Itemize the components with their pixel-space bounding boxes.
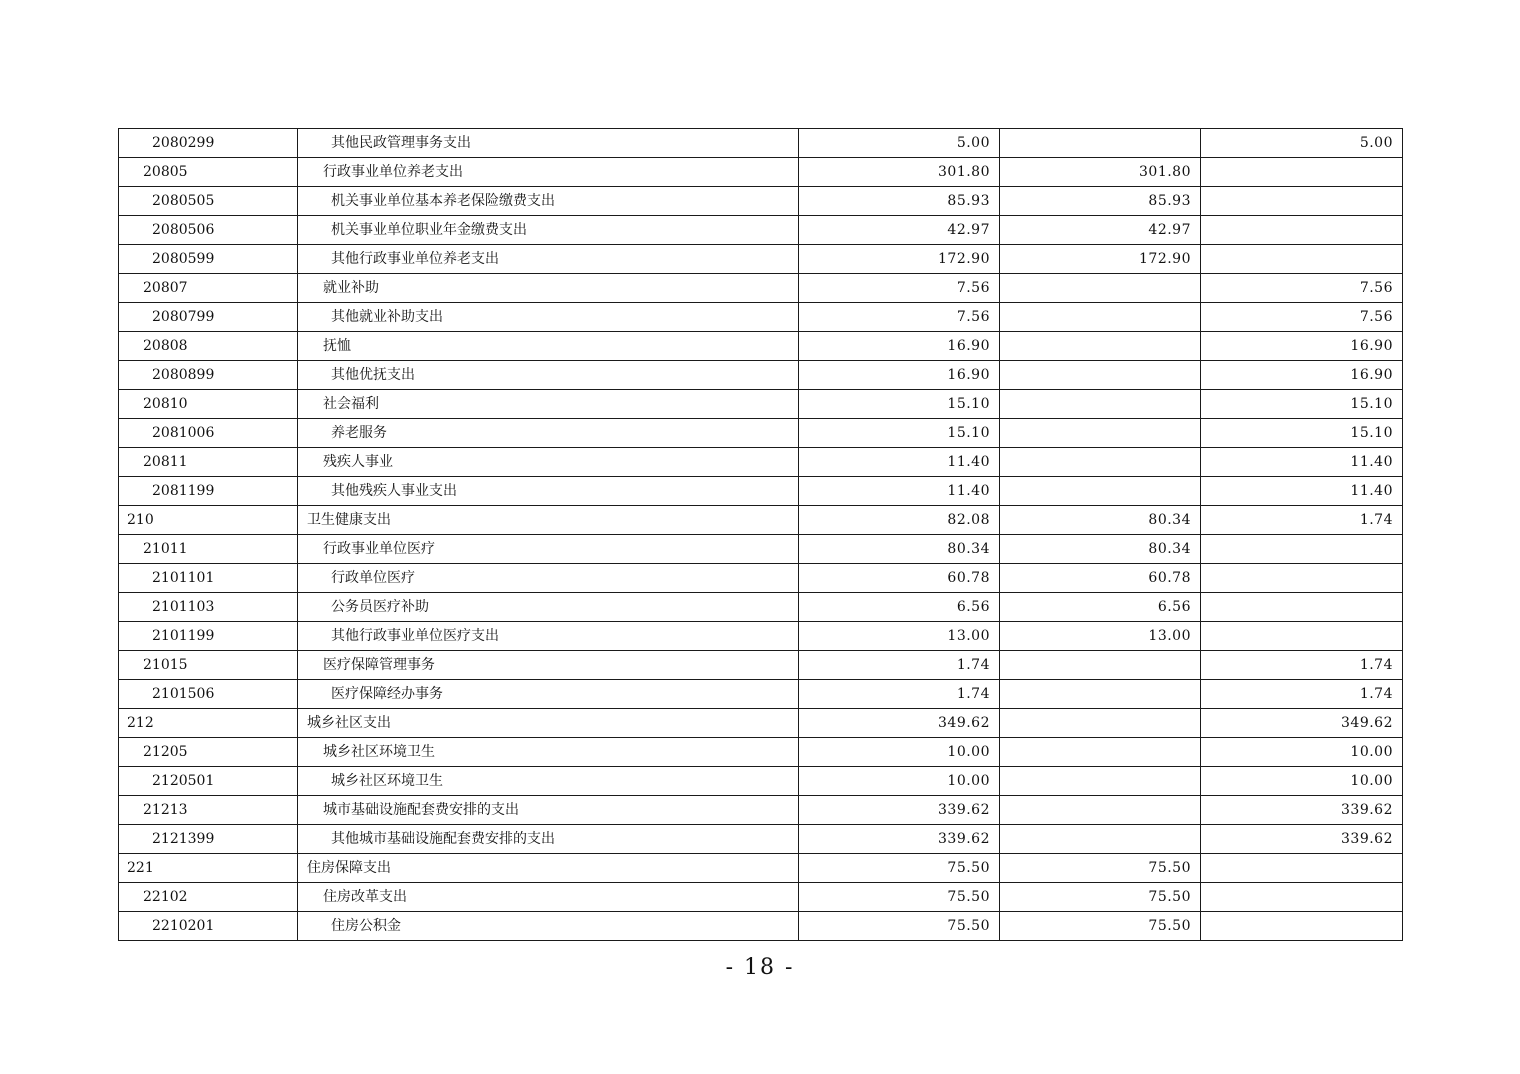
cell-project bbox=[1201, 622, 1403, 651]
cell-total: 75.50 bbox=[799, 912, 1000, 941]
cell-code: 21205 bbox=[119, 738, 298, 767]
cell-name: 机关事业单位职业年金缴费支出 bbox=[298, 216, 799, 245]
cell-total: 339.62 bbox=[799, 796, 1000, 825]
cell-total: 60.78 bbox=[799, 564, 1000, 593]
cell-code: 2080505 bbox=[119, 187, 298, 216]
cell-name: 住房改革支出 bbox=[298, 883, 799, 912]
cell-code: 212 bbox=[119, 709, 298, 738]
table-row bbox=[119, 680, 1403, 709]
cell-total: 75.50 bbox=[799, 883, 1000, 912]
cell-name: 城乡社区环境卫生 bbox=[298, 767, 799, 796]
cell-name: 其他就业补助支出 bbox=[298, 303, 799, 332]
table-row bbox=[119, 651, 1403, 680]
table-row bbox=[119, 709, 1403, 738]
page-number: - 18 - bbox=[725, 955, 795, 980]
cell-basic bbox=[1000, 419, 1201, 448]
cell-project: 11.40 bbox=[1201, 448, 1403, 477]
cell-total: 339.62 bbox=[799, 825, 1000, 854]
cell-total: 5.00 bbox=[799, 129, 1000, 158]
cell-code: 2101506 bbox=[119, 680, 298, 709]
table-row bbox=[119, 448, 1403, 477]
cell-code: 221 bbox=[119, 854, 298, 883]
cell-basic bbox=[1000, 390, 1201, 419]
cell-total: 6.56 bbox=[799, 593, 1000, 622]
cell-project: 10.00 bbox=[1201, 767, 1403, 796]
cell-total: 42.97 bbox=[799, 216, 1000, 245]
table-row bbox=[119, 129, 1403, 158]
cell-project bbox=[1201, 216, 1403, 245]
cell-total: 7.56 bbox=[799, 303, 1000, 332]
cell-project: 1.74 bbox=[1201, 680, 1403, 709]
cell-project: 15.10 bbox=[1201, 419, 1403, 448]
cell-basic: 80.34 bbox=[1000, 535, 1201, 564]
table-row bbox=[119, 158, 1403, 187]
table-row bbox=[119, 419, 1403, 448]
cell-name: 城市基础设施配套费安排的支出 bbox=[298, 796, 799, 825]
cell-project: 339.62 bbox=[1201, 796, 1403, 825]
table-row bbox=[119, 796, 1403, 825]
cell-code: 20807 bbox=[119, 274, 298, 303]
cell-project: 10.00 bbox=[1201, 738, 1403, 767]
cell-code: 2081006 bbox=[119, 419, 298, 448]
cell-name: 养老服务 bbox=[298, 419, 799, 448]
cell-basic bbox=[1000, 709, 1201, 738]
table-row bbox=[119, 767, 1403, 796]
cell-basic: 301.80 bbox=[1000, 158, 1201, 187]
cell-total: 11.40 bbox=[799, 448, 1000, 477]
cell-basic bbox=[1000, 767, 1201, 796]
cell-code: 2120501 bbox=[119, 767, 298, 796]
cell-code: 21213 bbox=[119, 796, 298, 825]
cell-project: 339.62 bbox=[1201, 825, 1403, 854]
cell-basic: 75.50 bbox=[1000, 854, 1201, 883]
cell-total: 10.00 bbox=[799, 738, 1000, 767]
cell-name: 其他行政事业单位养老支出 bbox=[298, 245, 799, 274]
cell-project: 1.74 bbox=[1201, 506, 1403, 535]
table-row bbox=[119, 361, 1403, 390]
cell-code: 210 bbox=[119, 506, 298, 535]
cell-code: 20808 bbox=[119, 332, 298, 361]
cell-name: 行政单位医疗 bbox=[298, 564, 799, 593]
cell-name: 医疗保障管理事务 bbox=[298, 651, 799, 680]
cell-code: 2080899 bbox=[119, 361, 298, 390]
cell-basic bbox=[1000, 361, 1201, 390]
cell-total: 1.74 bbox=[799, 680, 1000, 709]
table-row bbox=[119, 477, 1403, 506]
cell-name: 卫生健康支出 bbox=[298, 506, 799, 535]
cell-basic: 85.93 bbox=[1000, 187, 1201, 216]
cell-code: 2080299 bbox=[119, 129, 298, 158]
cell-total: 10.00 bbox=[799, 767, 1000, 796]
cell-basic bbox=[1000, 448, 1201, 477]
cell-code: 20810 bbox=[119, 390, 298, 419]
table-row bbox=[119, 912, 1403, 941]
cell-project: 11.40 bbox=[1201, 477, 1403, 506]
cell-name: 行政事业单位养老支出 bbox=[298, 158, 799, 187]
cell-basic bbox=[1000, 332, 1201, 361]
cell-total: 15.10 bbox=[799, 419, 1000, 448]
cell-basic bbox=[1000, 796, 1201, 825]
cell-project: 349.62 bbox=[1201, 709, 1403, 738]
cell-code: 22102 bbox=[119, 883, 298, 912]
cell-name: 其他残疾人事业支出 bbox=[298, 477, 799, 506]
cell-total: 15.10 bbox=[799, 390, 1000, 419]
cell-code: 20811 bbox=[119, 448, 298, 477]
cell-name: 机关事业单位基本养老保险缴费支出 bbox=[298, 187, 799, 216]
budget-table bbox=[118, 128, 1403, 941]
cell-project bbox=[1201, 854, 1403, 883]
cell-project: 5.00 bbox=[1201, 129, 1403, 158]
cell-name: 就业补助 bbox=[298, 274, 799, 303]
cell-code: 2080599 bbox=[119, 245, 298, 274]
cell-name: 其他行政事业单位医疗支出 bbox=[298, 622, 799, 651]
cell-project bbox=[1201, 883, 1403, 912]
cell-project bbox=[1201, 158, 1403, 187]
cell-code: 2080506 bbox=[119, 216, 298, 245]
table-row bbox=[119, 506, 1403, 535]
table-body bbox=[119, 129, 1403, 941]
cell-basic: 6.56 bbox=[1000, 593, 1201, 622]
cell-total: 82.08 bbox=[799, 506, 1000, 535]
cell-name: 医疗保障经办事务 bbox=[298, 680, 799, 709]
cell-total: 172.90 bbox=[799, 245, 1000, 274]
cell-project: 16.90 bbox=[1201, 332, 1403, 361]
cell-basic bbox=[1000, 738, 1201, 767]
cell-basic: 75.50 bbox=[1000, 912, 1201, 941]
table-row bbox=[119, 883, 1403, 912]
table-row bbox=[119, 825, 1403, 854]
table-row bbox=[119, 390, 1403, 419]
cell-name: 城乡社区环境卫生 bbox=[298, 738, 799, 767]
cell-total: 75.50 bbox=[799, 854, 1000, 883]
cell-project bbox=[1201, 187, 1403, 216]
cell-basic bbox=[1000, 274, 1201, 303]
cell-name: 其他民政管理事务支出 bbox=[298, 129, 799, 158]
cell-basic bbox=[1000, 129, 1201, 158]
table-row bbox=[119, 245, 1403, 274]
cell-total: 16.90 bbox=[799, 332, 1000, 361]
cell-total: 16.90 bbox=[799, 361, 1000, 390]
cell-total: 13.00 bbox=[799, 622, 1000, 651]
table-row bbox=[119, 535, 1403, 564]
cell-code: 20805 bbox=[119, 158, 298, 187]
cell-total: 85.93 bbox=[799, 187, 1000, 216]
table-row bbox=[119, 738, 1403, 767]
cell-name: 其他优抚支出 bbox=[298, 361, 799, 390]
cell-project: 7.56 bbox=[1201, 303, 1403, 332]
cell-project: 15.10 bbox=[1201, 390, 1403, 419]
cell-total: 301.80 bbox=[799, 158, 1000, 187]
cell-basic: 60.78 bbox=[1000, 564, 1201, 593]
cell-project bbox=[1201, 535, 1403, 564]
cell-project bbox=[1201, 245, 1403, 274]
cell-name: 社会福利 bbox=[298, 390, 799, 419]
cell-basic: 13.00 bbox=[1000, 622, 1201, 651]
cell-project bbox=[1201, 912, 1403, 941]
cell-name: 公务员医疗补助 bbox=[298, 593, 799, 622]
cell-total: 11.40 bbox=[799, 477, 1000, 506]
cell-name: 残疾人事业 bbox=[298, 448, 799, 477]
cell-code: 2080799 bbox=[119, 303, 298, 332]
cell-code: 2210201 bbox=[119, 912, 298, 941]
table-row bbox=[119, 216, 1403, 245]
cell-total: 1.74 bbox=[799, 651, 1000, 680]
cell-name: 住房公积金 bbox=[298, 912, 799, 941]
table-row bbox=[119, 854, 1403, 883]
cell-project: 7.56 bbox=[1201, 274, 1403, 303]
cell-name: 住房保障支出 bbox=[298, 854, 799, 883]
table-row bbox=[119, 303, 1403, 332]
cell-project bbox=[1201, 564, 1403, 593]
cell-name: 其他城市基础设施配套费安排的支出 bbox=[298, 825, 799, 854]
cell-basic: 80.34 bbox=[1000, 506, 1201, 535]
cell-code: 2101199 bbox=[119, 622, 298, 651]
cell-basic: 75.50 bbox=[1000, 883, 1201, 912]
cell-project bbox=[1201, 593, 1403, 622]
cell-code: 21015 bbox=[119, 651, 298, 680]
cell-name: 抚恤 bbox=[298, 332, 799, 361]
cell-name: 行政事业单位医疗 bbox=[298, 535, 799, 564]
cell-basic bbox=[1000, 651, 1201, 680]
cell-code: 2101101 bbox=[119, 564, 298, 593]
cell-total: 80.34 bbox=[799, 535, 1000, 564]
cell-basic bbox=[1000, 303, 1201, 332]
cell-total: 349.62 bbox=[799, 709, 1000, 738]
cell-code: 2121399 bbox=[119, 825, 298, 854]
table-row bbox=[119, 564, 1403, 593]
cell-basic bbox=[1000, 477, 1201, 506]
cell-total: 7.56 bbox=[799, 274, 1000, 303]
cell-code: 2101103 bbox=[119, 593, 298, 622]
cell-code: 2081199 bbox=[119, 477, 298, 506]
cell-basic bbox=[1000, 680, 1201, 709]
cell-basic: 172.90 bbox=[1000, 245, 1201, 274]
table-row bbox=[119, 593, 1403, 622]
table-row bbox=[119, 187, 1403, 216]
table-row bbox=[119, 622, 1403, 651]
cell-code: 21011 bbox=[119, 535, 298, 564]
table-row bbox=[119, 274, 1403, 303]
cell-basic: 42.97 bbox=[1000, 216, 1201, 245]
cell-project: 16.90 bbox=[1201, 361, 1403, 390]
table-row bbox=[119, 332, 1403, 361]
cell-name: 城乡社区支出 bbox=[298, 709, 799, 738]
cell-project: 1.74 bbox=[1201, 651, 1403, 680]
cell-basic bbox=[1000, 825, 1201, 854]
